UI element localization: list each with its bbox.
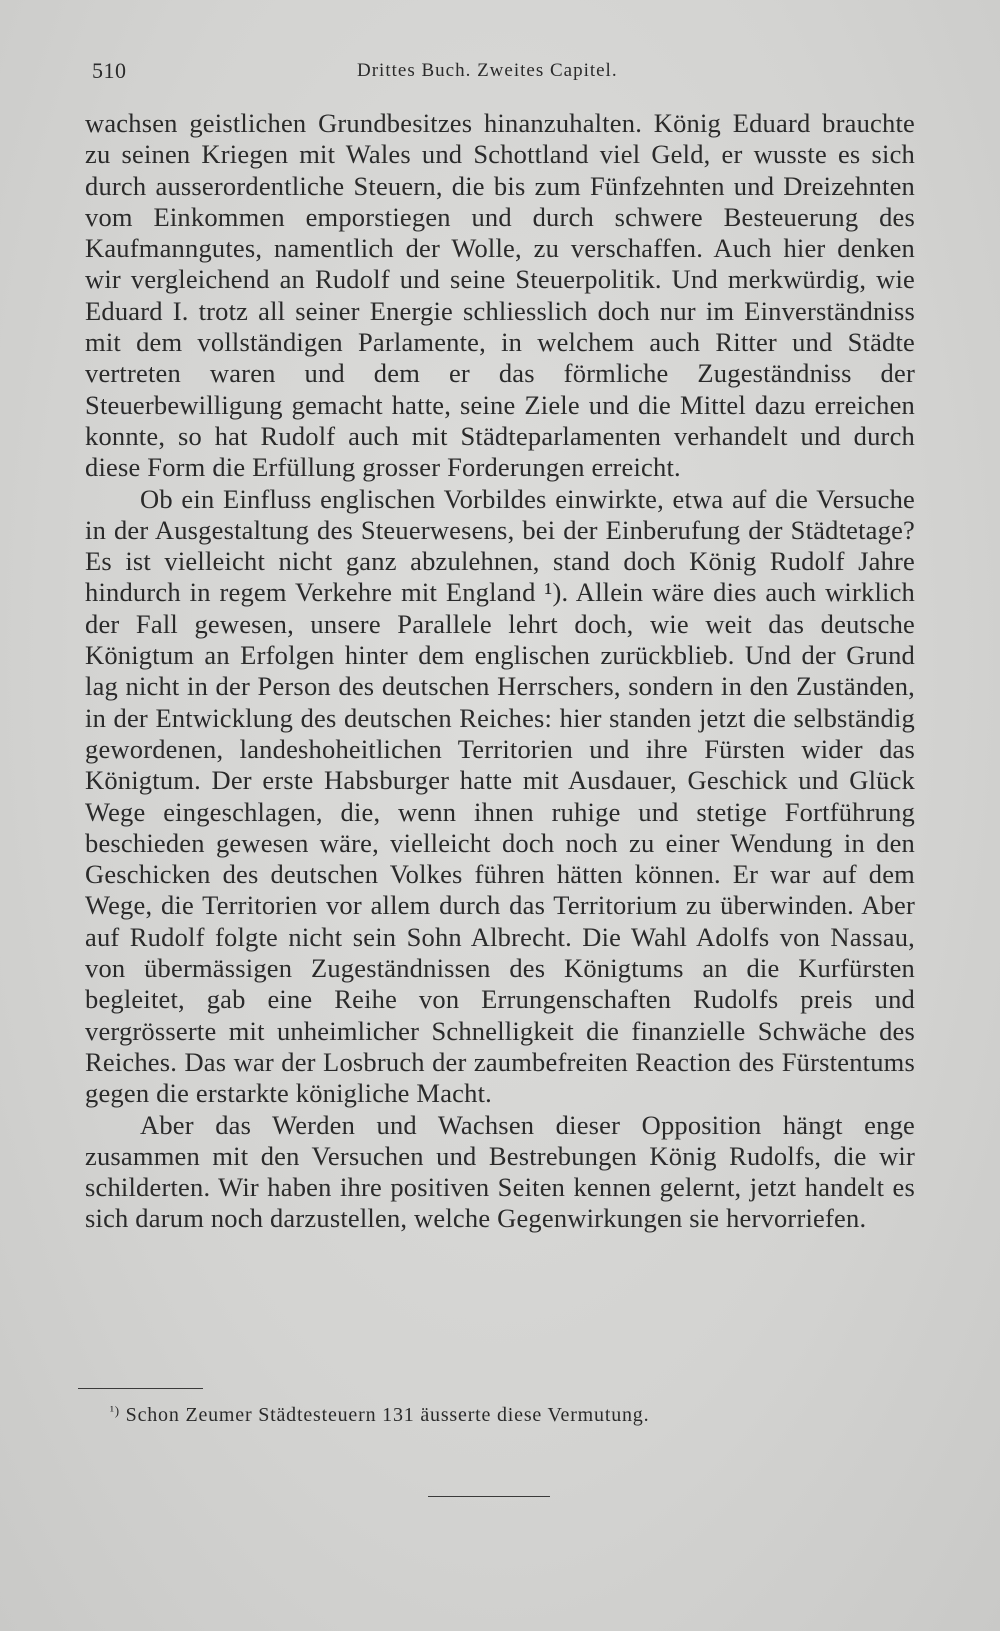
running-title: Drittes Buch. Zweites Capitel. xyxy=(357,60,618,81)
paragraph-english-influence: Ob ein Einfluss englischen Vorbildes einwirkte, etwa auf die Versuche in der Ausgestaltung des Steuerwesens, bei der Einberufung der Städtetage? Es ist vielleicht nicht ganz abzulehnen, stand doch König Rudolf Jahre hindurch in regem Verkehre mit England ¹). Allein wäre dies auch wirklich der Fall gewesen, unsere Parallele lehrt doch, wie weit das deutsche Königtum an Erfolgen hinter dem englischen zurückblieb. Und der Grund lag nicht in der Person des deutschen Herrschers, sondern in den Zuständen, in der Entwicklung des deutschen Reiches: hier standen jetzt die selbständig gewordenen, landeshoheitlichen Territorien und ihre Fürsten wider das Königtum. Der erste Habsburger hatte mit Ausdauer, Geschick und Glück Wege eingeschlagen, die, wenn ihnen ruhige und stetige Fortführung beschieden gewesen wäre, vielleicht doch noch zu einer Wendung in den Geschicken des deutschen Volkes führen hätten können. Er war auf dem Wege, die Territorien vor allem durch das Territorium zu überwinden. Aber auf Rudolf folgte nicht sein Sohn Albrecht. Die Wahl Adolfs von Nassau, von übermässigen Zugeständnissen des Königtums an die Kurfürsten begleitet, gab eine Reihe von Errungenschaften Rudolfs preis und vergrösserte mit unheimlicher Schnelligkeit die finanzielle Schwäche des Reiches. Das war der Losbruch der zaumbefreiten Reaction des Fürstentums gegen die erstarkte königliche Macht. xyxy=(85,483,915,1109)
body-text xyxy=(85,108,915,1235)
footnote-divider xyxy=(78,1388,203,1389)
footnote-marker: ¹) xyxy=(110,1403,120,1418)
paragraph-continuation: wachsen geistlichen Grundbesitzes hinanzuhalten. König Eduard brauchte zu seinen Kriegen mit Wales und Schottland viel Geld, er wusste es sich durch ausserordentliche Steuern, die bis zum Fünfzehnten und Dreizehnten vom Einkommen emporstiegen und durch schwere Besteuerung des Kaufmanngutes, namentlich der Wolle, zu verschaffen. Auch hier denken wir vergleichend an Rudolf und seine Steuerpolitik. Und merkwürdig, wie Eduard I. trotz all seiner Energie schliesslich doch nur im Einverständniss mit dem vollständigen Parlamente, in welchem auch Ritter und Städte vertreten waren und dem er das förmliche Zugeständniss der Steuerbewilligung gemacht hatte, seine Ziele und die Mittel dazu erreichen konnte, so hat Rudolf auch mit Städteparlamenten verhandelt und durch diese Form die Erfüllung grosser Forderungen erreicht. xyxy=(85,108,915,483)
footnote xyxy=(110,1403,870,1427)
paragraph-opposition: Aber das Werden und Wachsen dieser Opposition hängt enge zusammen mit den Versuchen und Bestrebungen König Rudolfs, die wir schilderten. Wir haben ihre positiven Seiten kennen gelernt, jetzt handelt es sich darum noch darzustellen, welche Gegenwirkungen sie hervorriefen. xyxy=(85,1109,915,1234)
page-number: 510 xyxy=(92,58,127,83)
running-head xyxy=(92,58,907,88)
chapter-end-rule xyxy=(428,1496,550,1497)
footnote-text: Schon Zeumer Städtesteuern 131 äusserte diese Vermutung. xyxy=(125,1404,650,1426)
